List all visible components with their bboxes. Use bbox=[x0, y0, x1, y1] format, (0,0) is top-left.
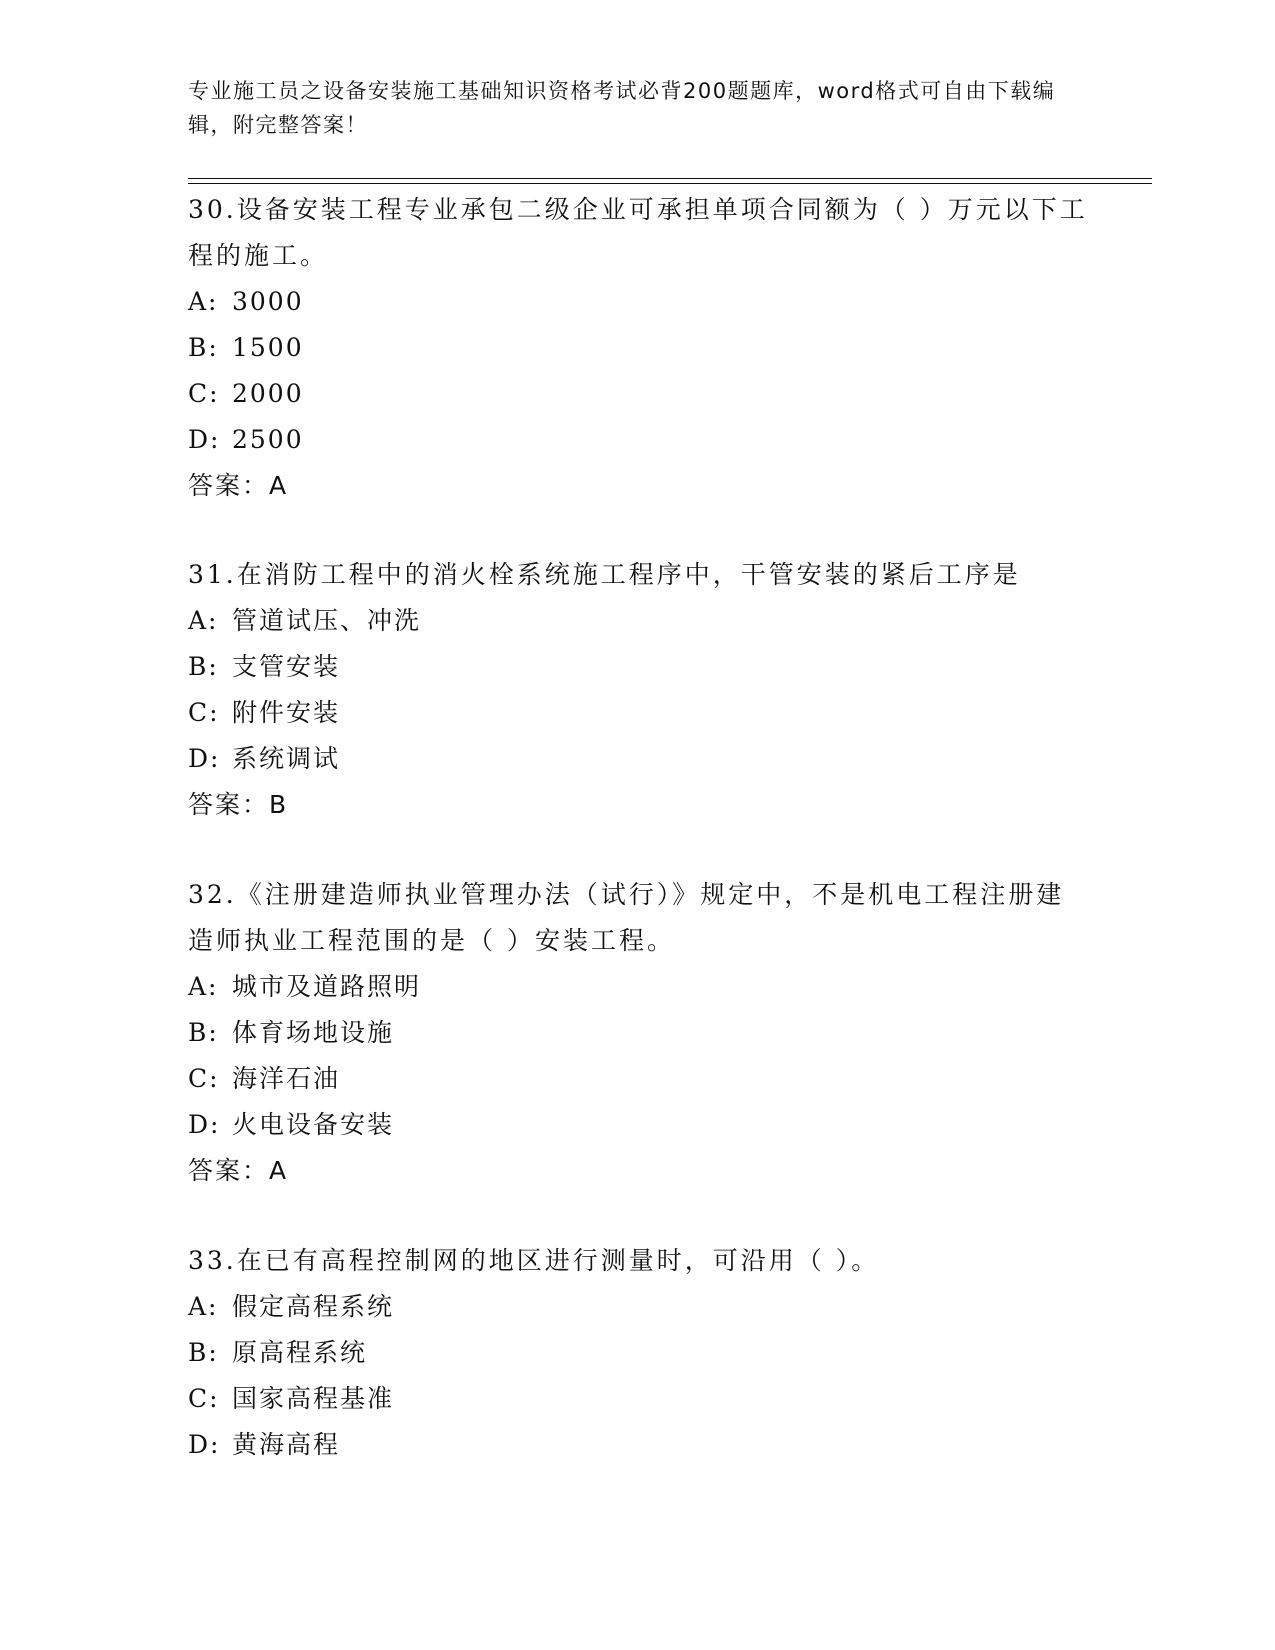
option-text: 2000 bbox=[232, 379, 304, 408]
option-text: 2500 bbox=[232, 425, 304, 454]
option-d bbox=[188, 417, 1088, 463]
option-text: 火电设备安装 bbox=[232, 1110, 395, 1139]
option-text: 支管安装 bbox=[232, 652, 341, 681]
header-divider-bottom bbox=[188, 183, 1152, 184]
answer-line: 答案：B bbox=[188, 790, 289, 819]
option-text: 3000 bbox=[232, 287, 304, 316]
option-label: C: bbox=[188, 698, 220, 727]
option-text: 假定高程系统 bbox=[232, 1292, 395, 1321]
answer-line: 答案：A bbox=[188, 471, 289, 500]
document-header: 专业施工员之设备安装施工基础知识资格考试必背200题题库，word格式可自由下载编辑，附完整答案！ bbox=[188, 79, 1056, 137]
option-label: D: bbox=[188, 425, 221, 454]
option-d bbox=[188, 1422, 1088, 1468]
answer-line: 答案：A bbox=[188, 1156, 289, 1185]
question-text: 33.在已有高程控制网的地区进行测量时，可沿用（ ）。 bbox=[188, 1246, 880, 1275]
option-c bbox=[188, 690, 1088, 736]
header-divider-top bbox=[188, 178, 1152, 179]
option-a bbox=[188, 279, 1088, 325]
option-d bbox=[188, 736, 1088, 782]
option-label: C: bbox=[188, 1064, 220, 1093]
option-text: 系统调试 bbox=[232, 744, 341, 773]
option-label: D: bbox=[188, 1110, 221, 1139]
option-c bbox=[188, 1056, 1088, 1102]
option-b bbox=[188, 644, 1088, 690]
option-b bbox=[188, 325, 1088, 371]
option-label: B: bbox=[188, 333, 219, 362]
option-label: B: bbox=[188, 652, 219, 681]
option-text: 黄海高程 bbox=[232, 1430, 341, 1459]
option-label: A: bbox=[188, 972, 219, 1001]
option-text: 1500 bbox=[232, 333, 304, 362]
option-c bbox=[188, 1376, 1088, 1422]
option-a bbox=[188, 1284, 1088, 1330]
option-text: 体育场地设施 bbox=[232, 1018, 395, 1047]
question-text: 30.设备安装工程专业承包二级企业可承担单项合同额为（ ）万元以下工程的施工。 bbox=[188, 195, 1088, 270]
question-30 bbox=[188, 187, 1088, 509]
option-text: 海洋石油 bbox=[232, 1064, 341, 1093]
option-label: A: bbox=[188, 1292, 219, 1321]
option-b bbox=[188, 1330, 1088, 1376]
option-text: 国家高程基准 bbox=[232, 1384, 395, 1413]
option-label: D: bbox=[188, 1430, 221, 1459]
question-32 bbox=[188, 872, 1088, 1194]
option-b bbox=[188, 1010, 1088, 1056]
option-label: B: bbox=[188, 1338, 219, 1367]
option-label: A: bbox=[188, 606, 219, 635]
option-d bbox=[188, 1102, 1088, 1148]
option-label: B: bbox=[188, 1018, 219, 1047]
option-text: 原高程系统 bbox=[232, 1338, 368, 1367]
option-label: A: bbox=[188, 287, 219, 316]
option-label: C: bbox=[188, 379, 220, 408]
question-text: 31.在消防工程中的消火栓系统施工程序中，干管安装的紧后工序是 bbox=[188, 560, 1021, 589]
option-label: C: bbox=[188, 1384, 220, 1413]
option-text: 管道试压、冲洗 bbox=[232, 606, 422, 635]
question-33 bbox=[188, 1238, 1088, 1468]
option-label: D: bbox=[188, 744, 221, 773]
option-c bbox=[188, 371, 1088, 417]
question-31 bbox=[188, 552, 1088, 828]
option-text: 城市及道路照明 bbox=[232, 972, 422, 1001]
option-text: 附件安装 bbox=[232, 698, 341, 727]
option-a bbox=[188, 964, 1088, 1010]
question-text: 32.《注册建造师执业管理办法（试行）》规定中，不是机电工程注册建造师执业工程范围的是（ ）安装工程。 bbox=[188, 880, 1065, 955]
option-a bbox=[188, 598, 1088, 644]
